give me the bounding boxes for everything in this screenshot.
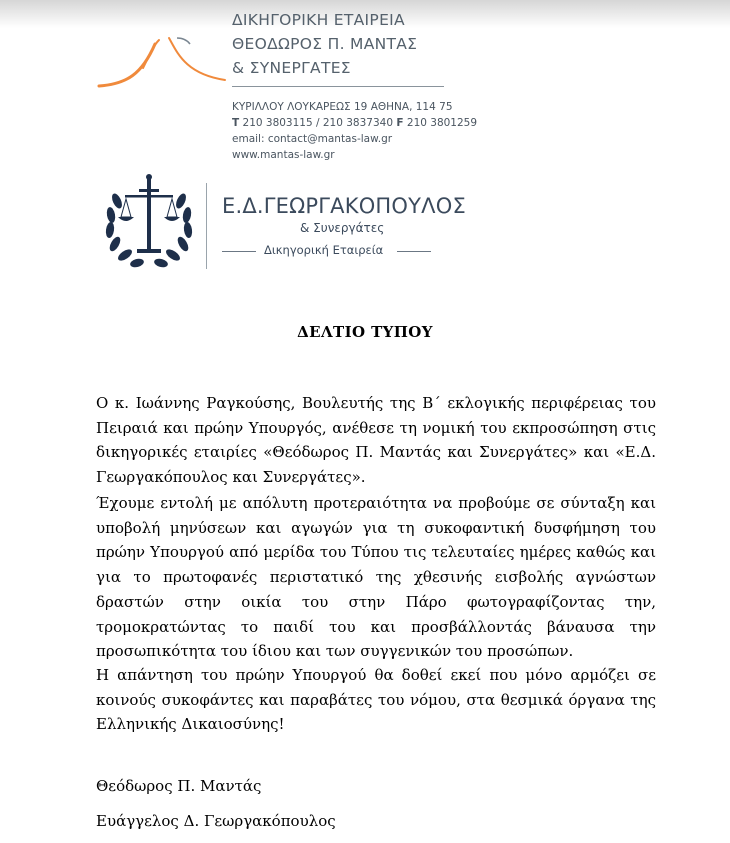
fax-label: F — [396, 117, 404, 129]
firm-name-line-1: ΔΙΚΗΓΟΡΙΚΗ ΕΤΑΙΡΕΙΑ — [232, 11, 405, 29]
press-release-title: ΔΕΛΤΙΟ ΤΥΠΟΥ — [297, 323, 433, 341]
firm-type: Δικηγορική Εταιρεία — [264, 243, 384, 257]
ornament-line-right — [397, 251, 431, 252]
phone-numbers: 210 3803115 / 210 3837340 — [242, 117, 394, 129]
georgakopoulos-firm-name: Ε.Δ.ΓΕΩΡΓΑΚΟΠΟΥΛΟΣ — [222, 194, 466, 218]
signatory-2: Ευάγγελος Δ. Γεωργακόπουλος — [96, 812, 336, 830]
mantas-firm-name — [232, 8, 472, 80]
phone-label: T — [232, 117, 240, 129]
firm-name-line-3: & ΣΥΝΕΡΓΑΤΕΣ — [232, 59, 351, 77]
mantas-law-logo — [97, 34, 227, 94]
website: www.mantas-law.gr — [232, 149, 335, 161]
firm-name-line-2: ΘΕΟΔΩΡΟΣ Π. ΜΑΝΤΑΣ — [232, 35, 418, 53]
georgakopoulos-subtitle: & Συνεργάτες — [300, 221, 385, 235]
emblem-divider — [206, 183, 207, 269]
address: ΚΥΡΙΛΛΟΥ ΛΟΥΚΑΡΕΩΣ 19 ΑΘΗΝΑ, 114 75 — [232, 101, 453, 113]
ornament-line-left — [222, 251, 256, 252]
firm-type-row — [222, 243, 430, 259]
email: email: contact@mantas-law.gr — [232, 133, 393, 145]
phone-fax-line — [232, 115, 477, 131]
paragraph-2: Έχουμε εντολή με απόλυτη προτεραιότητα να προβούμε σε σύνταξη και υποβολή μηνύσεων και αγωγών για τη συκοφαντική δυσφήμηση του πρώην Υπουργού από μερίδα του Τύπου τις τελευταίες ημέρες καθώς και για το πρωτοφανές περιστατικό της χθεσινής εισβολής αγνώστων δραστών στην οικία του στην Πάρο φωτογραφίζοντας την, τρομοκρατώντας το παιδί του και προσβάλλοντάς βάναυσα την προσωπικότητα του ίδιου και των συγγενικών του προσώπων. — [96, 494, 656, 661]
letterhead-rule — [232, 86, 444, 87]
signatory-1: Θεόδωρος Π. Μαντάς — [96, 777, 262, 795]
mantas-contact-block — [232, 99, 477, 163]
fax-number: 210 3801259 — [406, 117, 478, 129]
paragraph-1: Ο κ. Ιωάννης Ραγκούσης, Βουλευτής της Β΄ εκλογικής περιφέρειας του Πειραιά και πρώην Υπουργός, ανέθεσε τη νομική του εκπροσώπηση στις δικηγορικές εταιρίες «Θεόδωρος Π. Μαντάς και Συνεργάτες» και «Ε.Δ. Γεωργακόπουλος και Συνεργάτες». — [96, 394, 656, 487]
paragraph-3: Η απάντηση του πρώην Υπουργού θα δοθεί εκεί που μόνο αρμόζει σε κοινούς συκοφάντες και παραβάτες του νόμου, στα θεσμικά όργανα της Ελληνικής Δικαιοσύνης! — [96, 666, 656, 734]
scales-of-justice-emblem — [103, 173, 195, 273]
